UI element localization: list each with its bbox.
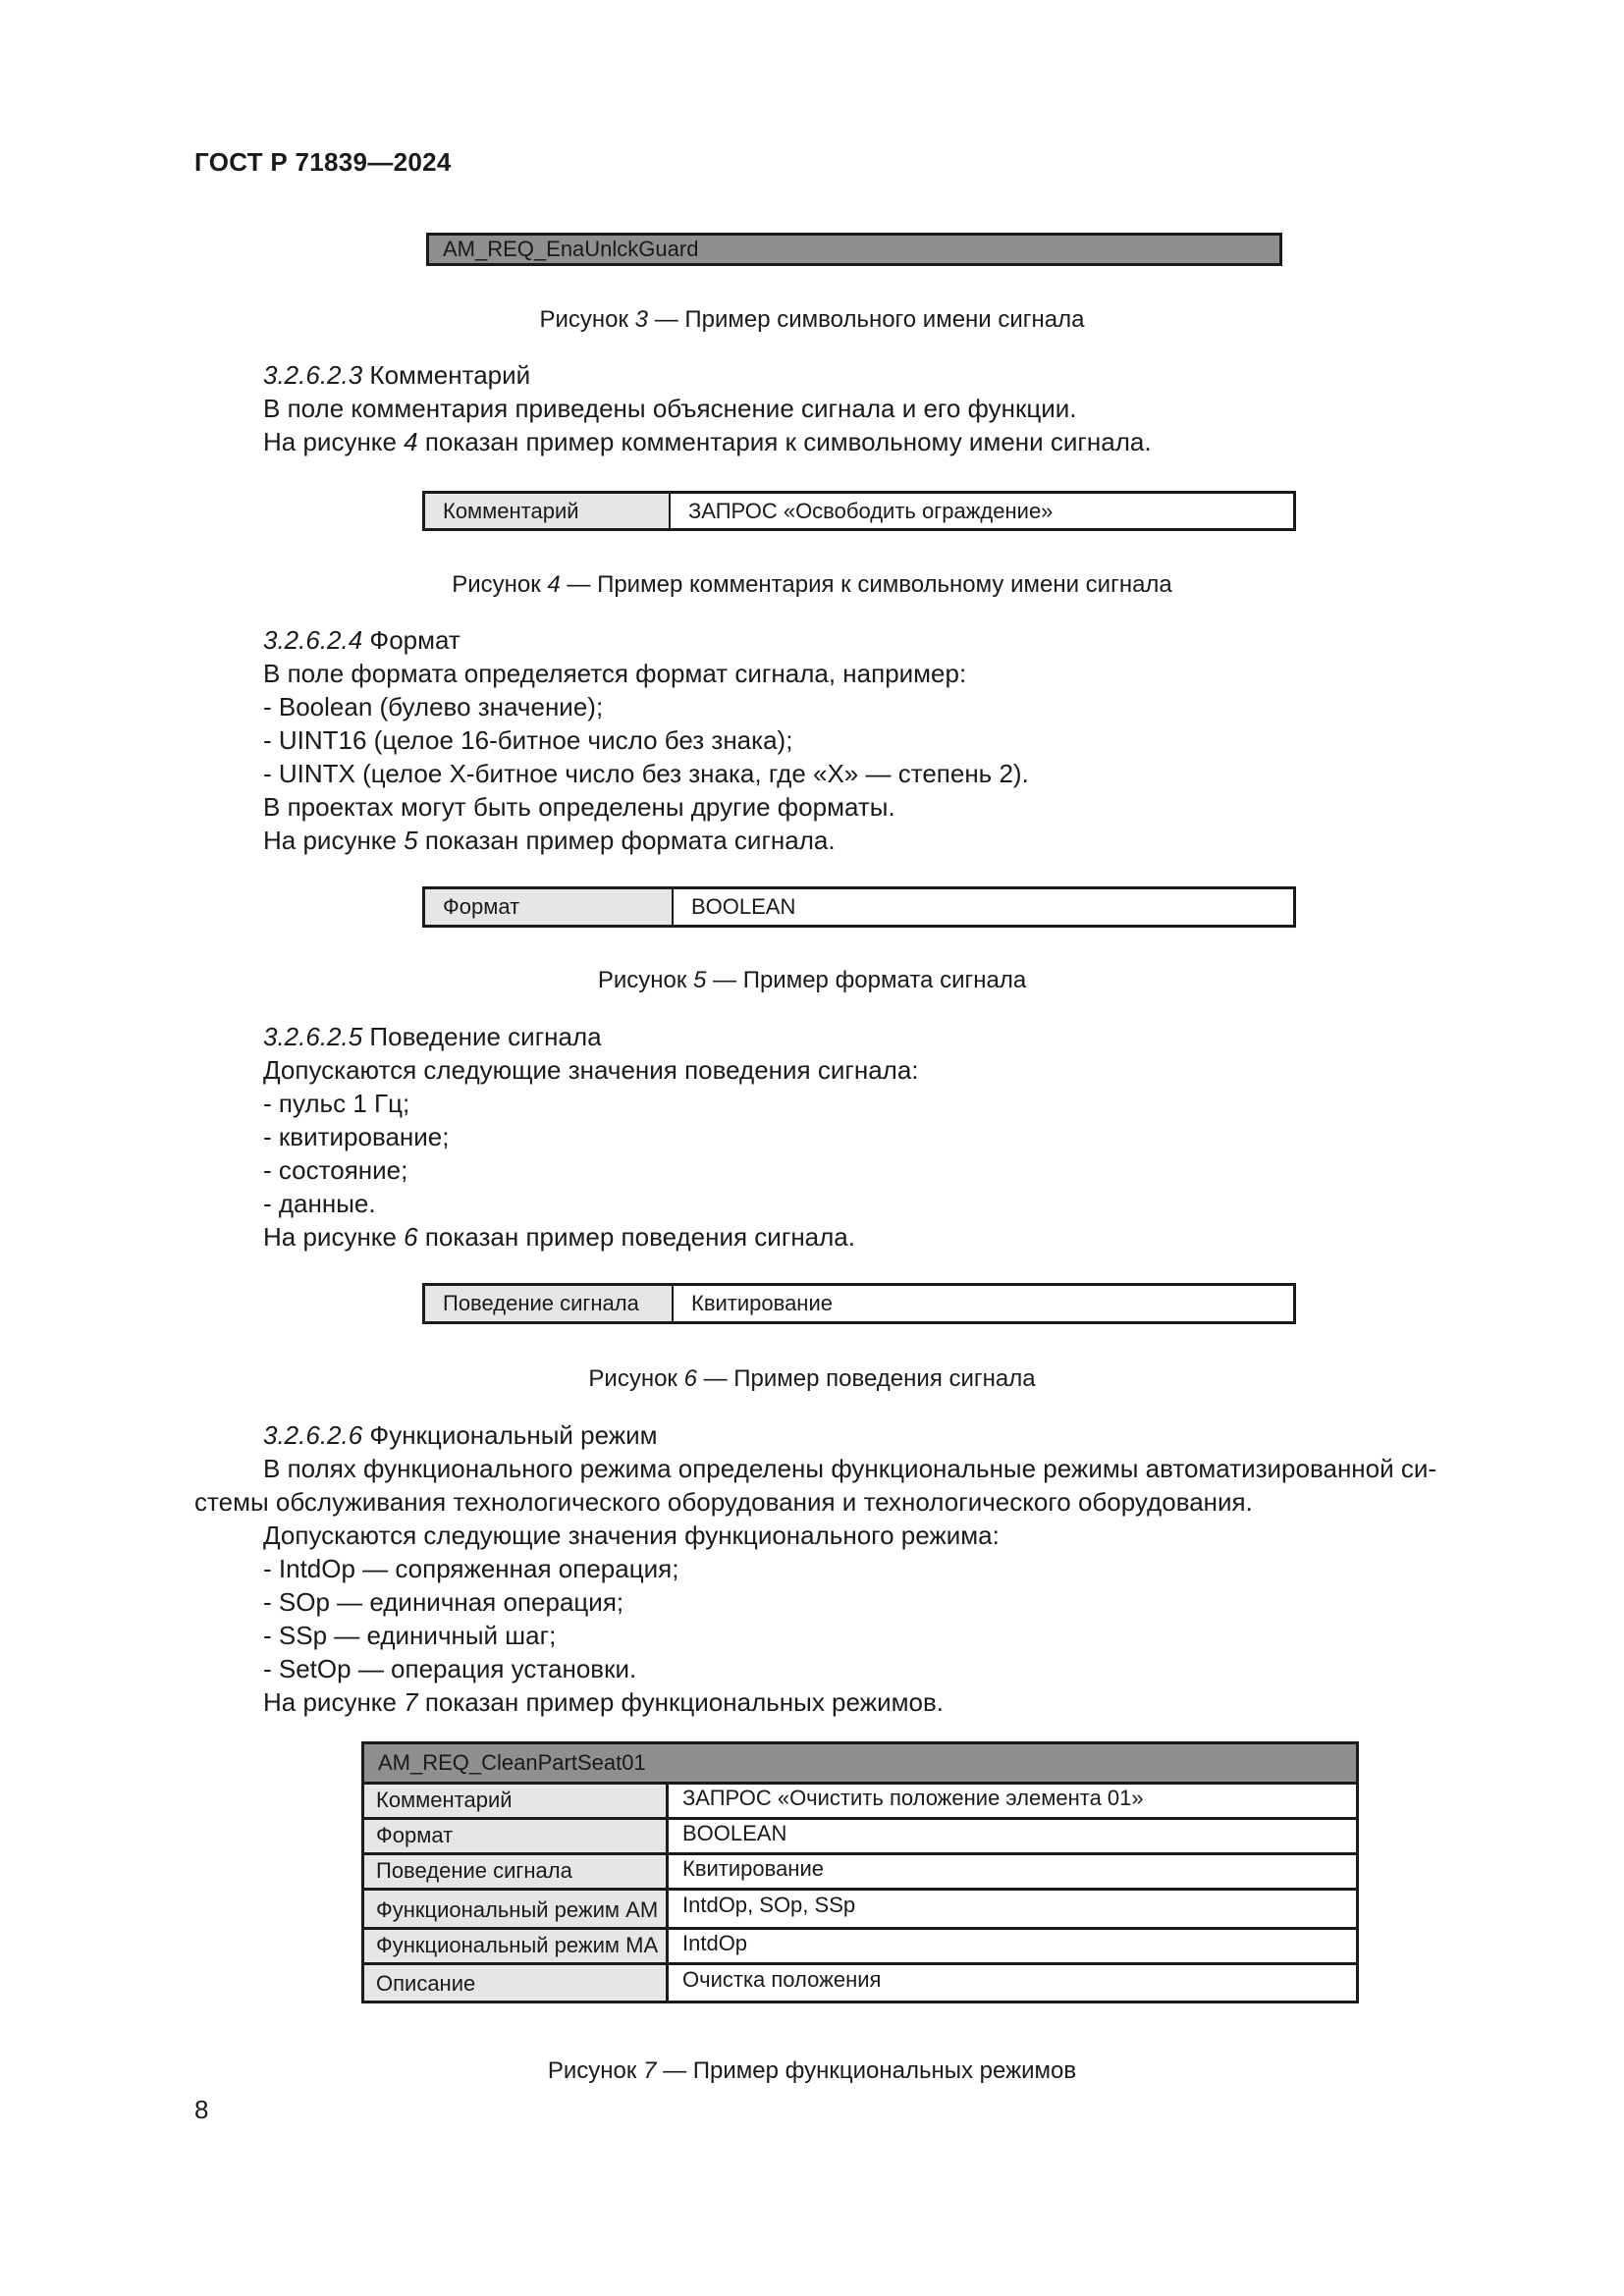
figure-caption-3 xyxy=(0,306,1624,334)
field-value: Квитирование xyxy=(674,1286,1293,1321)
text: показан пример комментария к символьному имени сигнала. xyxy=(417,427,1152,456)
row-value: ЗАПРОС «Очистить положение элемента 01» xyxy=(682,1786,1144,1810)
list-item: - UINT16 (целое 16-битное число без знака); xyxy=(263,725,793,755)
figure-ref: 5 xyxy=(404,826,418,855)
list-item: - UINTX (целое X-битное число без знака, где «X» — степень 2). xyxy=(263,759,1029,788)
signal-name-box xyxy=(426,233,1282,266)
section-number: 3.2.6.2.5 xyxy=(263,1022,363,1051)
section-title: Комментарий xyxy=(362,360,531,390)
list-item: - Boolean (булево значение); xyxy=(263,692,604,721)
text: На рисунке xyxy=(263,826,405,855)
table-row xyxy=(364,1785,1356,1820)
figure-caption-4 xyxy=(0,571,1624,599)
signal-table xyxy=(361,1741,1359,2003)
text: На рисунке xyxy=(263,1687,405,1717)
page-number: 8 xyxy=(194,2095,209,2124)
caption-number: 5 xyxy=(693,967,707,993)
figure-caption-6 xyxy=(0,1365,1624,1393)
field-label: Формат xyxy=(425,889,674,925)
section-title: Формат xyxy=(362,625,460,655)
list-item: - IntdOp — сопряженная операция; xyxy=(263,1554,679,1583)
caption-text: — Пример функциональных режимов xyxy=(656,2057,1077,2084)
caption-prefix: Рисунок xyxy=(588,1365,684,1392)
section-number: 3.2.6.2.3 xyxy=(263,360,363,390)
list-item: - квитирование; xyxy=(263,1122,450,1151)
field-label: Комментарий xyxy=(425,494,671,528)
section-number: 3.2.6.2.6 xyxy=(263,1420,363,1450)
list-item: - состояние; xyxy=(263,1155,408,1185)
row-value: Очистка положения xyxy=(682,1967,882,1992)
list-item: - SOp — единичная операция; xyxy=(263,1587,624,1617)
caption-prefix: Рисунок xyxy=(539,306,635,333)
caption-prefix: Рисунок xyxy=(452,571,548,598)
caption-text: — Пример символьного имени сигнала xyxy=(648,306,1085,333)
row-value: IntdOp, SOp, SSp xyxy=(682,1893,856,1917)
section-heading-format xyxy=(263,624,460,657)
table-row xyxy=(364,1820,1356,1855)
paragraph: В полях функционального режима определены функциональные режимы автоматизированной си- xyxy=(263,1454,1437,1483)
paragraph: В проектах могут быть определены другие форматы. xyxy=(263,792,895,822)
figure-caption-7 xyxy=(0,2057,1624,2085)
comment-field-box xyxy=(422,491,1296,531)
text: На рисунке xyxy=(263,427,405,456)
row-value: Квитирование xyxy=(682,1856,824,1881)
section-heading-behavior xyxy=(263,1021,602,1053)
figure-ref: 4 xyxy=(404,427,418,456)
row-value: IntdOp xyxy=(682,1931,748,1955)
table-row xyxy=(364,1891,1356,1930)
document-header: ГОСТ Р 71839—2024 xyxy=(194,147,452,177)
caption-text: — Пример комментария к символьному имени сигнала xyxy=(560,571,1172,598)
row-label: Функциональный режим AM xyxy=(364,1891,669,1927)
list-item: - пульс 1 Гц; xyxy=(263,1089,410,1118)
row-label: Описание xyxy=(364,1965,669,2001)
paragraph: Допускаются следующие значения функционального режима: xyxy=(263,1521,1000,1550)
caption-number: 4 xyxy=(547,571,561,598)
signal-name: AM_REQ_CleanPartSeat01 xyxy=(378,1750,646,1775)
field-value: BOOLEAN xyxy=(674,889,1293,925)
table-row xyxy=(364,1930,1356,1965)
row-label: Комментарий xyxy=(364,1785,669,1817)
list-item: - данные. xyxy=(263,1189,376,1218)
behavior-field-box xyxy=(422,1283,1296,1324)
text: На рисунке xyxy=(263,1222,405,1252)
paragraph: Допускаются следующие значения поведения сигнала: xyxy=(263,1055,919,1085)
paragraph-continuation: стемы обслуживания технологического оборудования и технологического оборудования. xyxy=(194,1487,1253,1517)
text: показан пример формата сигнала. xyxy=(417,826,836,855)
text: показан пример функциональных режимов. xyxy=(417,1687,944,1717)
section-heading-comment xyxy=(263,359,530,392)
list-item: - SetOp — операция установки. xyxy=(263,1654,637,1683)
row-label: Функциональный режим MA xyxy=(364,1930,669,1962)
caption-number: 6 xyxy=(683,1365,697,1392)
figure-ref: 7 xyxy=(404,1687,418,1717)
list-item: - SSp — единичный шаг; xyxy=(263,1621,557,1650)
section-number: 3.2.6.2.4 xyxy=(263,625,363,655)
row-value: BOOLEAN xyxy=(682,1821,787,1845)
caption-prefix: Рисунок xyxy=(547,2057,644,2084)
text: показан пример поведения сигнала. xyxy=(417,1222,855,1252)
format-field-box xyxy=(422,886,1296,928)
section-title: Функциональный режим xyxy=(362,1420,658,1450)
field-value: ЗАПРОС «Освободить ограждение» xyxy=(671,494,1293,528)
section-title: Поведение сигнала xyxy=(362,1022,602,1051)
caption-text: — Пример поведения сигнала xyxy=(696,1365,1036,1392)
paragraph: В поле формата определяется формат сигнала, например: xyxy=(263,659,967,688)
caption-number: 3 xyxy=(634,306,649,333)
row-label: Формат xyxy=(364,1820,669,1852)
figure-caption-5 xyxy=(0,967,1624,994)
section-heading-functional-mode xyxy=(263,1419,658,1452)
paragraph: В поле комментария приведены объяснение сигнала и его функции. xyxy=(263,394,1077,423)
paragraph xyxy=(263,426,1152,458)
figure-ref: 6 xyxy=(404,1222,418,1252)
caption-prefix: Рисунок xyxy=(597,967,693,993)
row-label: Поведение сигнала xyxy=(364,1855,669,1888)
caption-text: — Пример формата сигнала xyxy=(706,967,1027,993)
field-label: Поведение сигнала xyxy=(425,1286,674,1321)
paragraph xyxy=(263,825,836,857)
paragraph xyxy=(263,1221,855,1254)
caption-number: 7 xyxy=(643,2057,657,2084)
table-header xyxy=(364,1744,1356,1785)
signal-name: AM_REQ_EnaUnlckGuard xyxy=(443,237,699,261)
table-row xyxy=(364,1855,1356,1891)
table-row xyxy=(364,1965,1356,2001)
paragraph xyxy=(263,1686,944,1719)
